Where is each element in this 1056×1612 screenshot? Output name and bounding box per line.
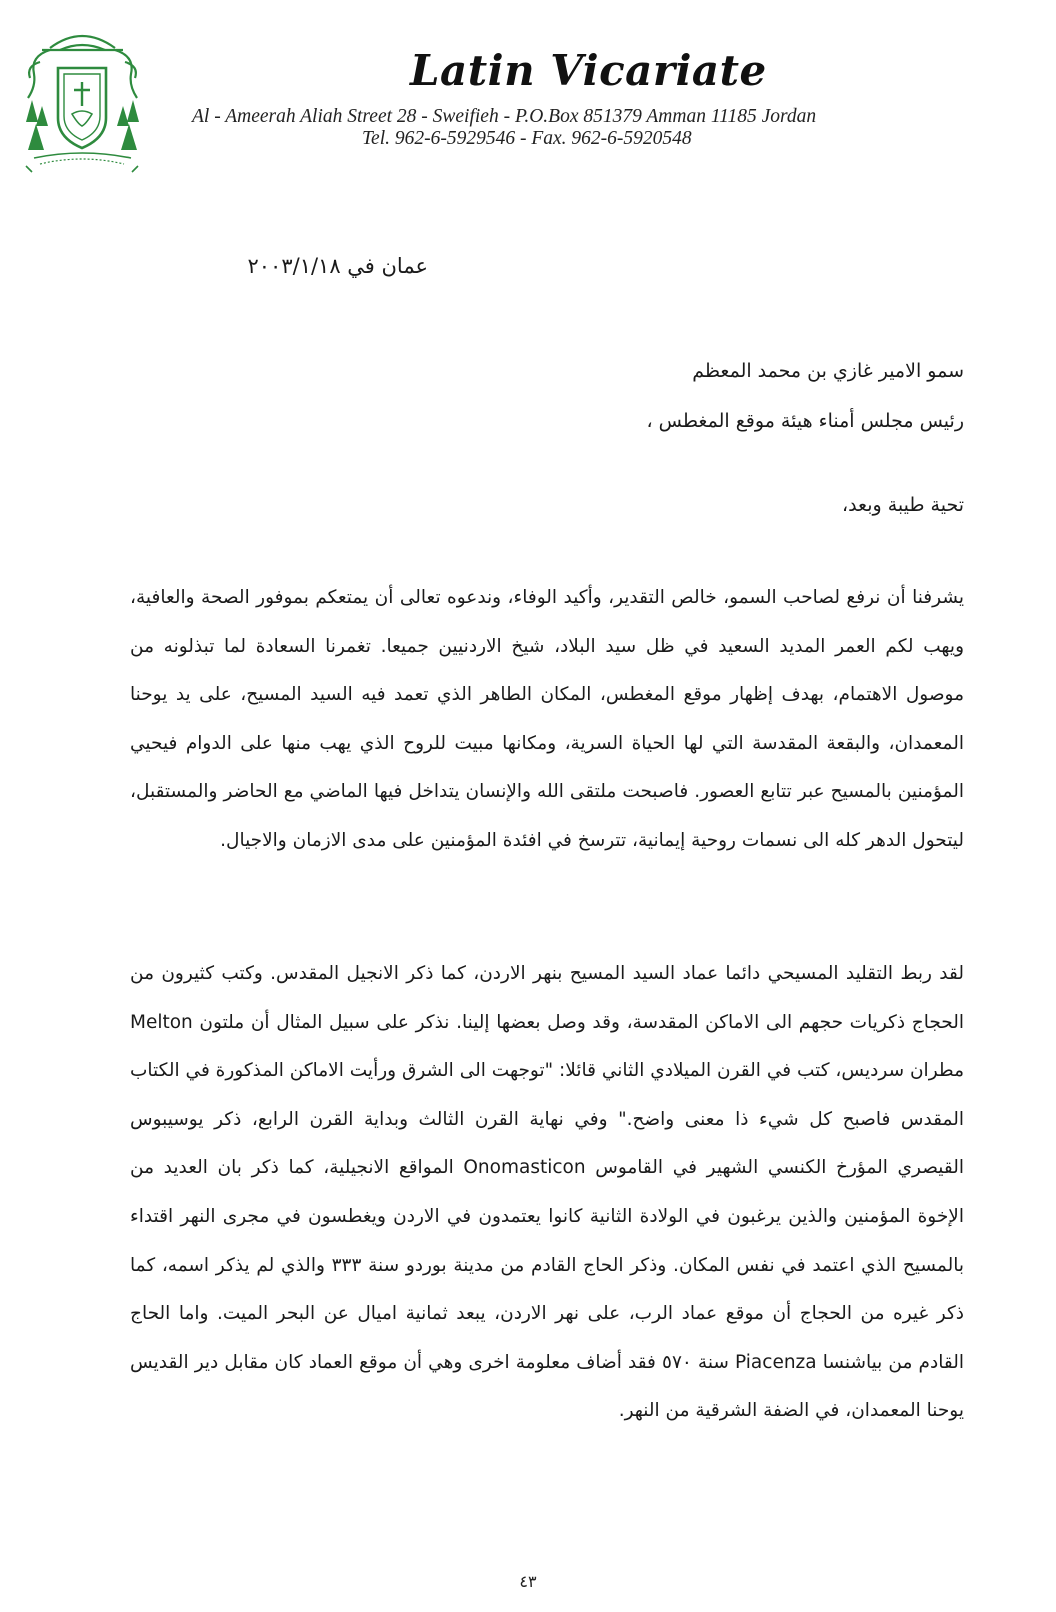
body-paragraph-2: لقد ربط التقليد المسيحي دائما عماد السيد المسيح بنهر الاردن، كما ذكر الانجيل المقدس. وكتب كثيرون من الحجاج ذكريات حجهم الى الاماكن المقدسة، وقد وصل بعضها إلينا. نذكر على سبيل المثال أن ملتون Melton مطران سرديس، كتب في القرن الميلادي الثاني قائلا: "توجهت الى الشرق ورأيت الاماكن المذكورة في الكتاب المقدس فاصبح كل شيء ذا معنى واضح." وفي نهاية القرن الثالث وبداية القرن الرابع، ذكر يوسيبوس القيصري المؤرخ الكنسي الشهير في القاموس Onomasticon المواقع الانجيلية، كما ذكر بان العديد من الإخوة المؤمنين والذين يرغبون في الولادة الثانية كانوا يعتمدون في الاردن ويغطسون في مجرى النهر اقتداء بالمسيح الذي اعتمد في نفس المكان. وذكر الحاج القادم من مدينة بوردو سنة ٣٣٣ والذي لم يذكر اسمه، كما ذكر غيره من الحجاج أن موقع عماد الرب، على نهر الاردن، يبعد ثمانية اميال عن البحر الميت. واما الحاج القادم من بياشنسا Piacenza سنة ٥٧٠ فقد أضاف معلومة اخرى وهي أن موقع العماد كان مقابل دير القديس يوحنا المعمدان، في الضفة الشرقية من النهر. [130,963,964,1422]
addressee-name: سمو الامير غازي بن محمد المعظم [692,360,964,382]
addressee-title: رئيس مجلس أمناء هيئة موقع المغطس ، [646,410,964,432]
body-paragraph-1: يشرفنا أن نرفع لصاحب السمو، خالص التقدير، وأكيد الوفاء، وندعوه تعالى أن يمتعكم بموفور الصحة والعافية، ويهب لكم العمر المديد السعيد في ظل سيد البلاد، شيخ الاردنيين جميعا. تغمرنا السعادة لما تبذلونه من موصول الاهتمام، بهدف إظهار موقع المغطس، المكان الطاهر الذي تعمد فيه السيد المسيح، على يد يوحنا المعمدان، والبقعة المقدسة التي لها الحياة السرية، ومكانها مبيت للروح الذي يهب منها على الدوام فيحيي المؤمنين بالمسيح عبر تتابع العصور. فاصبحت ملتقى الله والإنسان يتداخل فيها الماضي مع الحاضر والمستقبل، ليتحول الدهر كله الى نسمات روحية إيمانية، تترسخ في افئدة المؤمنين على مدى الازمان والاجيال. [130,587,964,851]
coat-of-arms-icon [20,26,145,176]
greeting: تحية طيبة وبعد، [841,494,964,516]
letter-date: عمان في ٢٠٠٣/١/١٨ [247,254,428,278]
organization-contact: Tel. 962-6-5929546 - Fax. 962-6-5920548 [362,128,692,149]
page-number: ٤٣ [519,1572,537,1591]
organization-title: Latin Vicariate [410,46,767,95]
organization-address: Al - Ameerah Aliah Street 28 - Sweifieh - P.O.Box 851379 Amman 11185 Jordan [192,106,817,127]
